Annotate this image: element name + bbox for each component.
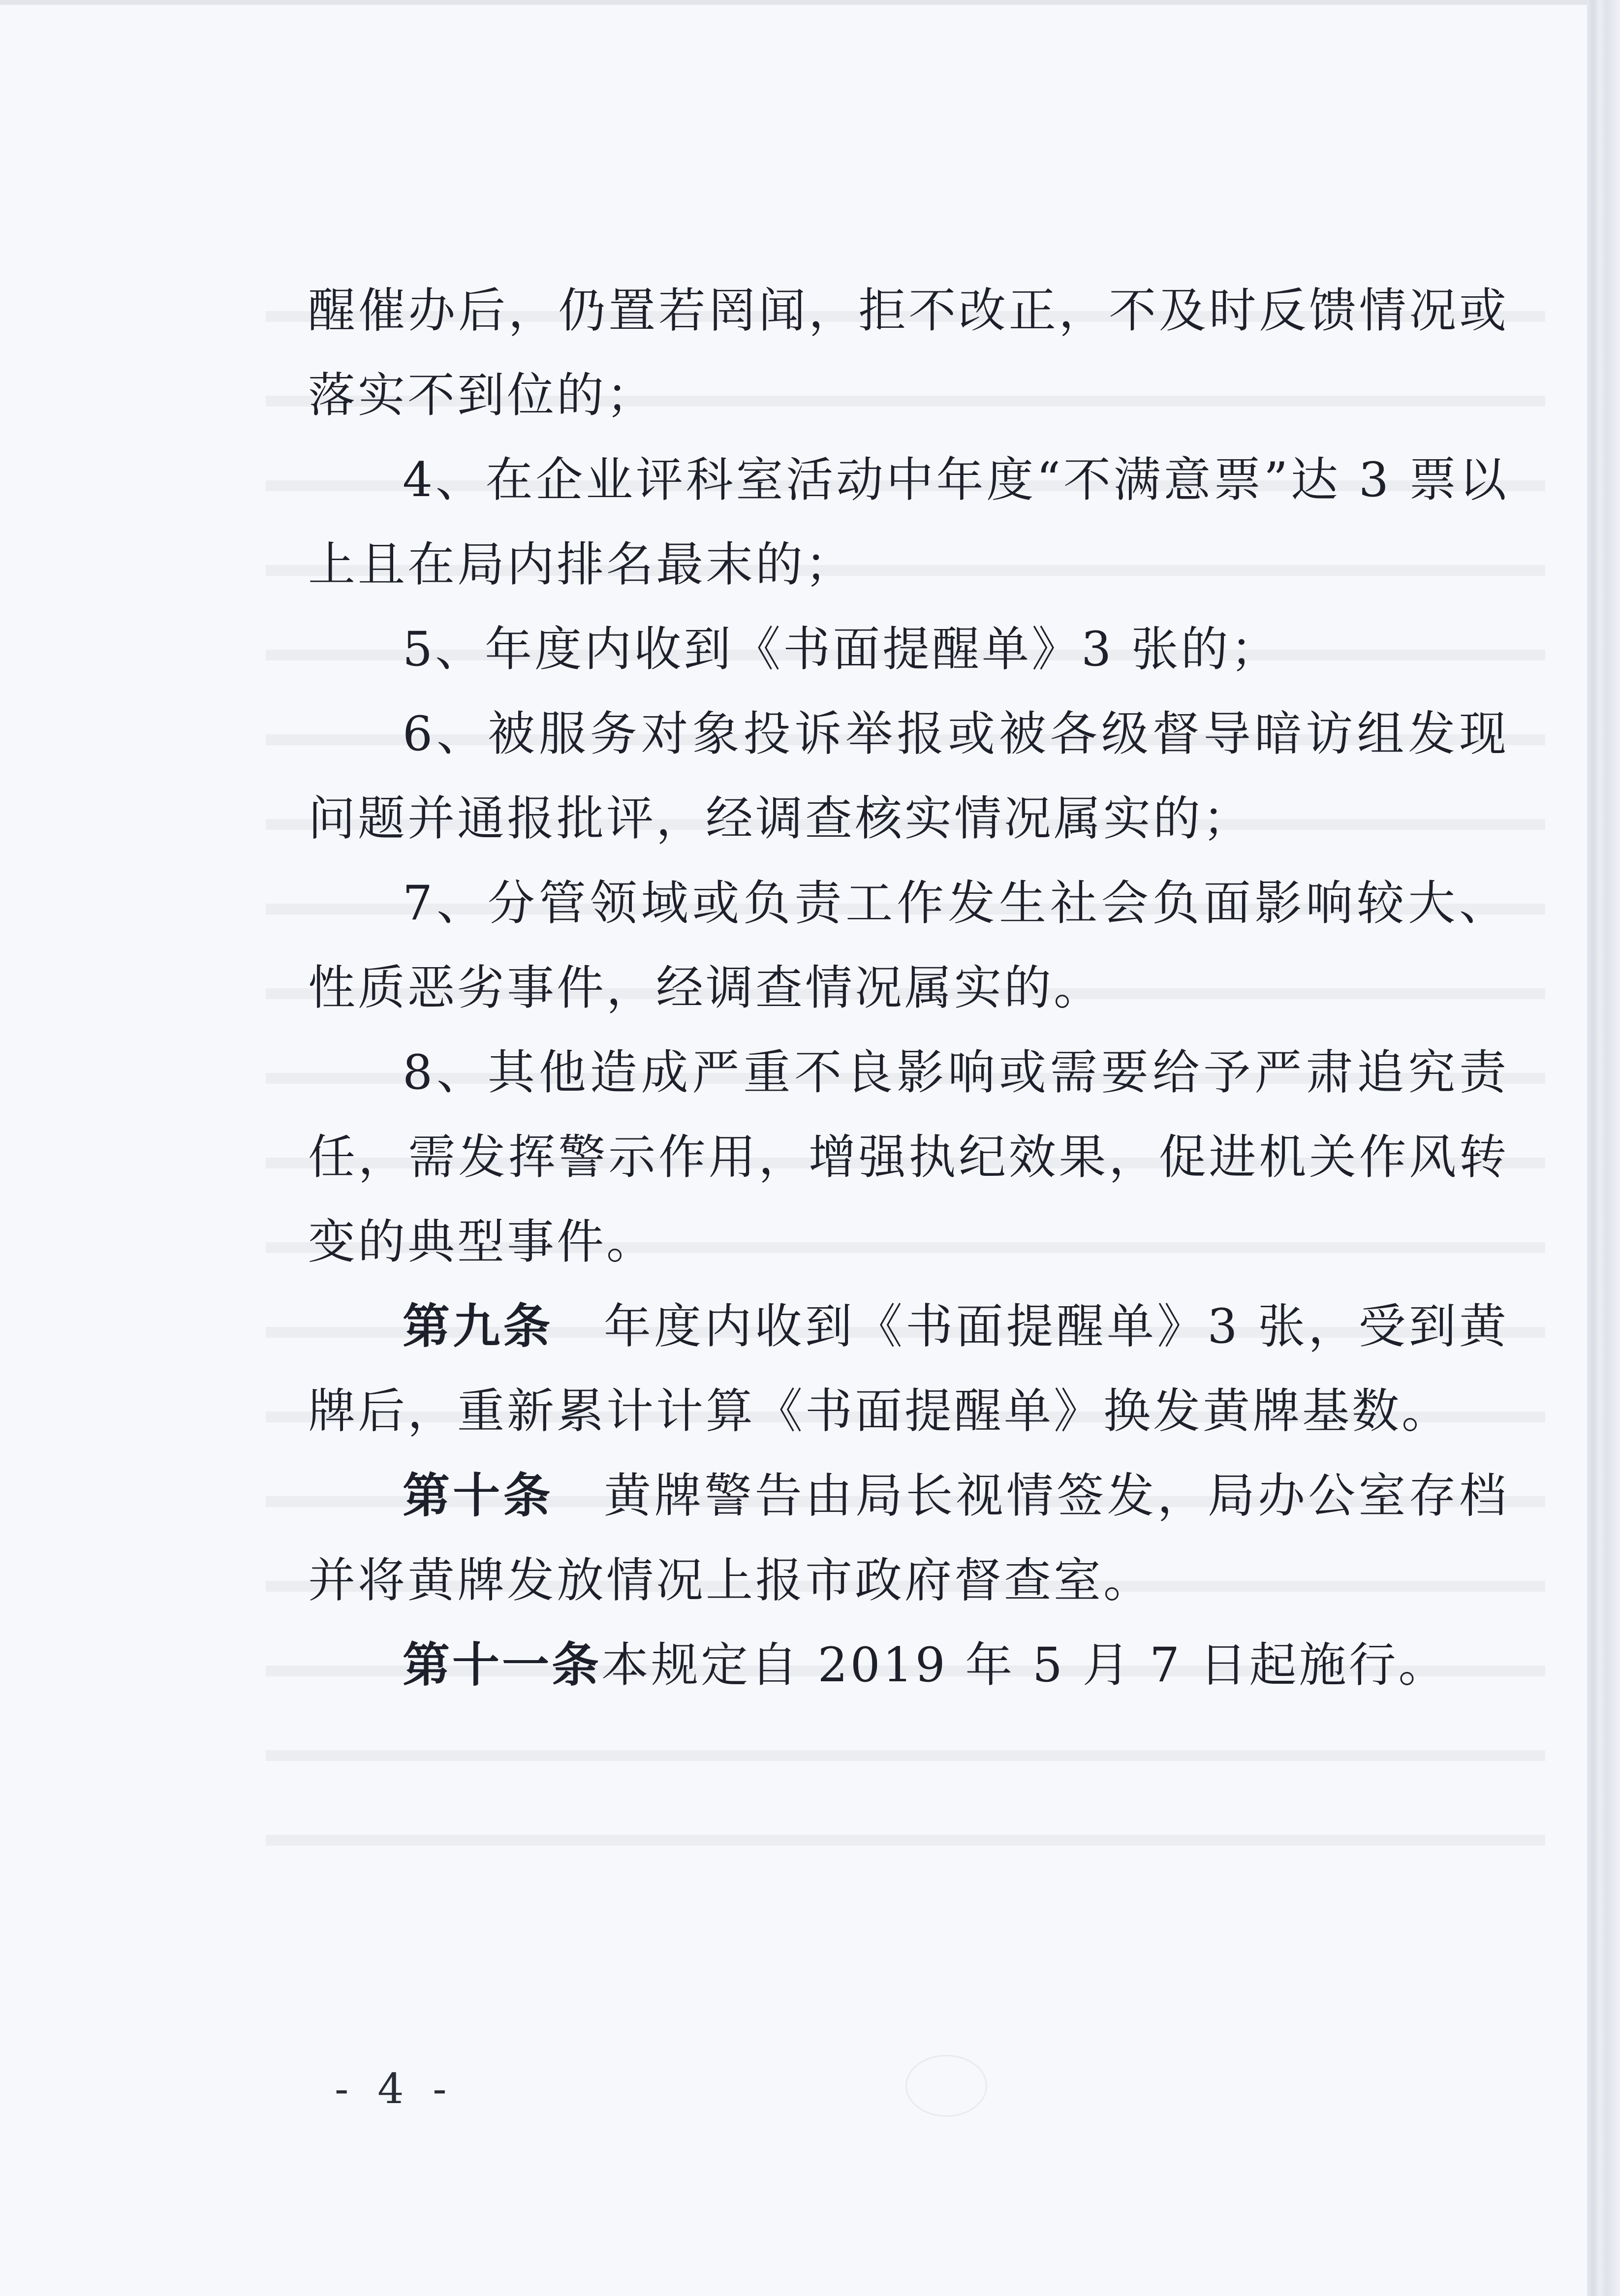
paragraph-item-5 — [308, 607, 1509, 692]
article-heading: 第九条 — [403, 1299, 554, 1354]
paragraph-item-7 — [308, 861, 1509, 1030]
article-text: 年度内收到《书面提醒单》3 张，受到黄牌后，重新累计计算《书面提醒单》换发黄牌基数。 — [308, 1299, 1509, 1439]
article-text: 本规定自 2019 年 5 月 7 日起施行。 — [601, 1637, 1448, 1693]
article-heading: 第十一条 — [403, 1637, 601, 1693]
article-11 — [308, 1623, 1509, 1707]
faint-stamp-mark — [905, 2055, 987, 2117]
article-text: 黄牌警告由局长视情签发，局办公室存档并将黄牌发放情况上报市政府督查室。 — [308, 1468, 1509, 1608]
document-body — [308, 268, 1509, 1707]
article-9 — [308, 1284, 1509, 1453]
article-heading: 第十条 — [403, 1468, 554, 1523]
paragraph-item-4 — [308, 438, 1509, 607]
paragraph-text: 8、其他造成严重不良影响或需要给予严肃追究责任，需发挥警示作用，增强执纪效果，促进机关作风转变的典型事件。 — [308, 1045, 1509, 1269]
paragraph-text: 5、年度内收到《书面提醒单》3 张的； — [403, 622, 1280, 677]
paragraph-text: 醒催办后，仍置若罔闻，拒不改正，不及时反馈情况或落实不到位的； — [308, 283, 1509, 423]
paragraph-item-6 — [308, 692, 1509, 861]
scan-top-edge — [0, 0, 1587, 5]
paragraph-text: 4、在企业评科室活动中年度“不满意票”达 3 票以上且在局内排名最末的； — [308, 452, 1509, 592]
paragraph-text: 6、被服务对象投诉举报或被各级督导暗访组发现问题并通报批评，经调查核实情况属实的； — [308, 706, 1509, 846]
paragraph-text: 7、分管领域或负责工作发生社会负面影响较大、性质恶劣事件，经调查情况属实的。 — [308, 876, 1509, 1015]
paragraph-continuation — [308, 268, 1509, 438]
page-number: - 4 - — [335, 2065, 455, 2113]
paragraph-item-8 — [308, 1030, 1509, 1284]
stacked-page-edges — [1587, 0, 1620, 2296]
article-10 — [308, 1453, 1509, 1623]
